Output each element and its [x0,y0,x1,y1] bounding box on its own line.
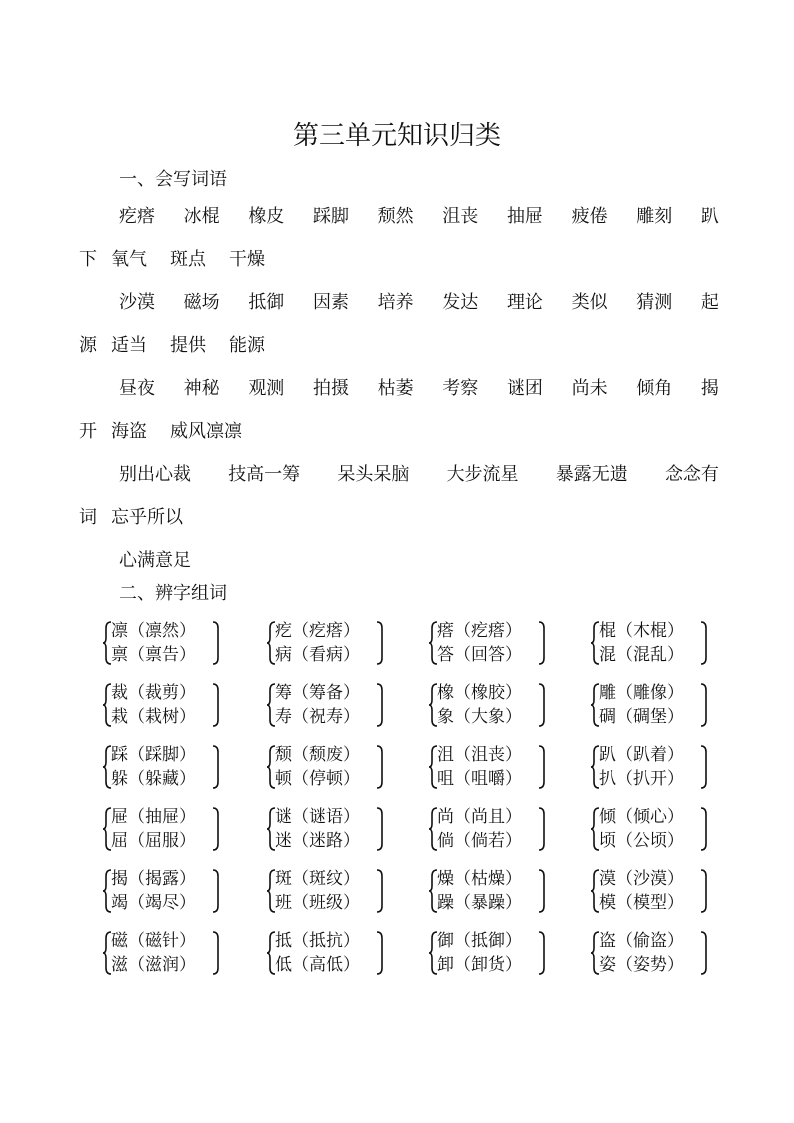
char-pair [429,866,549,916]
char-word: 抵（抵抗） [275,931,360,951]
right-bracket [539,932,544,974]
left-brace [103,870,111,912]
right-bracket [213,746,218,788]
char-pair [429,804,549,854]
left-brace [103,684,111,726]
char-word: 低（高低） [275,955,360,975]
vocabulary-word: 类似 [571,292,608,313]
char-word: 模（模型） [599,893,684,913]
vocabulary-word: 抽屉 [506,206,543,227]
vocabulary-word: 因素 [312,292,349,313]
char-word: 瘩（疙瘩） [437,621,522,641]
vocabulary-word: 呆头呆脑 [337,464,410,485]
vocabulary-word: 抵御 [248,292,285,313]
left-brace [267,932,275,974]
char-word: 沮（沮丧） [437,745,522,765]
char-word: 疙（疙瘩） [275,621,360,641]
char-word: 竭（竭尽） [111,893,196,913]
vocabulary-word: 拍摄 [312,378,349,399]
vocabulary-word: 别出心裁 [119,464,191,485]
vocabulary-line [79,238,719,281]
vocabulary-word: 忘乎所以 [111,507,183,528]
char-word: 禀（禀告） [111,645,196,665]
char-word: 滋（滋润） [111,955,196,975]
char-word: 尚（尚且） [437,807,522,827]
left-brace [429,746,437,788]
char-word: 筹（筹备） [275,683,360,703]
vocabulary-word: 技高一筹 [228,464,301,485]
left-brace [429,808,437,850]
page-title: 第三单元知识归类 [292,121,501,151]
vocabulary-word: 词 [79,507,97,528]
char-word: 病（看病） [275,645,360,665]
char-pair [267,680,387,730]
vocabulary-line [79,539,719,582]
char-distinction-grid [103,618,723,990]
char-pair [591,680,711,730]
left-brace [103,932,111,974]
right-bracket [213,622,218,664]
vocabulary-word: 猜测 [636,292,673,313]
char-word: 踩（踩脚） [111,745,196,765]
vocabulary-word: 能源 [229,335,265,356]
left-brace [429,684,437,726]
right-bracket [701,684,706,726]
char-pair [591,742,711,792]
vocabulary-word: 颓然 [377,206,414,227]
vocabulary-word: 冰棍 [183,206,220,227]
char-pair [429,618,549,668]
char-word: 躲（躲藏） [111,769,196,789]
left-brace [103,746,111,788]
char-word: 燥（枯燥） [437,869,522,889]
vocabulary-word: 疙瘩 [119,206,155,227]
right-bracket [701,932,706,974]
char-group-row [103,866,723,928]
vocabulary-line [79,281,719,324]
char-pair [267,742,387,792]
right-bracket [377,746,382,788]
left-brace [267,622,275,664]
char-word: 象（大象） [437,707,522,727]
char-word: 盗（偷盗） [599,931,684,951]
char-word: 答（回答） [437,645,522,665]
char-word: 栽（栽树） [111,707,196,727]
vocabulary-line [79,324,719,367]
left-brace [267,808,275,850]
right-bracket [539,870,544,912]
char-pair [591,866,711,916]
right-bracket [377,622,382,664]
left-brace [591,622,599,664]
char-word: 屉（抽屉） [111,807,196,827]
char-pair [267,928,387,978]
char-word: 斑（斑纹） [275,869,360,889]
vocabulary-word: 揭 [700,378,719,399]
right-bracket [213,684,218,726]
char-pair [103,928,223,978]
char-pair [267,804,387,854]
char-pair [103,866,223,916]
vocabulary-word: 昼夜 [119,378,155,399]
vocabulary-word: 斑点 [170,249,206,270]
char-word: 凛（凛然） [111,621,196,641]
left-brace [267,684,275,726]
char-pair [429,742,549,792]
left-brace [267,746,275,788]
left-brace [591,870,599,912]
vocabulary-word: 开 [79,421,97,442]
vocabulary-word: 枯萎 [377,378,414,399]
char-word: 顷（公顷） [599,831,684,851]
left-brace [103,808,111,850]
vocabulary-word: 尚未 [571,378,608,399]
char-word: 屈（屈服） [111,831,196,851]
vocabulary-list [79,195,719,582]
char-pair [267,866,387,916]
right-bracket [213,932,218,974]
char-word: 顿（停顿） [275,769,360,789]
vocabulary-word: 发达 [442,292,479,313]
left-brace [103,622,111,664]
vocabulary-word: 沙漠 [119,292,155,313]
left-brace [429,932,437,974]
vocabulary-word: 下 [79,249,97,270]
vocabulary-word: 起 [700,292,719,313]
char-word: 咀（咀嚼） [437,769,522,789]
right-bracket [701,746,706,788]
vocabulary-word: 沮丧 [442,206,479,227]
left-brace [591,684,599,726]
char-word: 裁（裁剪） [111,683,196,703]
char-word: 碉（碉堡） [599,707,684,727]
char-word: 倾（倾心） [599,807,684,827]
char-word: 寿（祝寿） [275,707,360,727]
char-pair [429,928,549,978]
char-pair [103,618,223,668]
char-word: 漠（沙漠） [599,869,684,889]
vocabulary-word: 考察 [442,378,479,399]
vocabulary-word: 理论 [506,292,543,313]
right-bracket [213,870,218,912]
right-bracket [539,622,544,664]
char-group-row [103,680,723,742]
right-bracket [377,932,382,974]
char-pair [267,618,387,668]
left-brace [429,622,437,664]
vocabulary-word: 念念有 [664,464,719,485]
vocabulary-word: 氧气 [111,249,147,270]
vocabulary-word: 倾角 [636,378,673,399]
char-pair [591,928,711,978]
right-bracket [377,684,382,726]
vocabulary-word: 适当 [111,335,147,356]
left-brace [267,870,275,912]
char-group-row [103,928,723,990]
vocabulary-line [79,195,719,238]
vocabulary-word: 心满意足 [119,550,191,571]
char-word: 卸（卸货） [437,955,522,975]
right-bracket [701,870,706,912]
vocabulary-word: 威风凛凛 [170,421,242,442]
char-word: 扒（扒开） [599,769,684,789]
char-word: 班（班级） [275,893,360,913]
right-bracket [213,808,218,850]
vocabulary-word: 海盗 [111,421,147,442]
char-word: 揭（揭露） [111,869,196,889]
vocabulary-word: 培养 [377,292,414,313]
left-brace [591,808,599,850]
vocabulary-word: 橡皮 [248,206,285,227]
char-word: 磁（磁针） [111,931,196,951]
left-brace [591,746,599,788]
vocabulary-word: 趴 [700,206,719,227]
vocabulary-word: 源 [79,335,97,356]
char-word: 颓（颓废） [275,745,360,765]
right-bracket [539,684,544,726]
vocabulary-word: 提供 [170,335,206,356]
char-word: 迷（迷路） [275,831,360,851]
vocabulary-word: 疲倦 [571,206,608,227]
vocabulary-line [79,367,719,410]
char-pair [103,742,223,792]
vocabulary-word: 干燥 [229,249,265,270]
char-pair [591,804,711,854]
char-group-row [103,804,723,866]
right-bracket [539,808,544,850]
char-group-row [103,618,723,680]
section-heading-char-distinction: 二、辨字组词 [119,583,227,604]
vocabulary-word: 观测 [248,378,285,399]
char-word: 倘（倘若） [437,831,522,851]
right-bracket [377,870,382,912]
left-brace [591,932,599,974]
vocabulary-word: 踩脚 [312,206,349,227]
vocabulary-word: 大步流星 [446,464,519,485]
right-bracket [701,808,706,850]
right-bracket [701,622,706,664]
char-group-row [103,742,723,804]
right-bracket [539,746,544,788]
char-word: 雕（雕像） [599,683,684,703]
vocabulary-word: 雕刻 [636,206,673,227]
char-pair [103,680,223,730]
char-pair [103,804,223,854]
char-word: 谜（谜语） [275,807,360,827]
char-word: 御（抵御） [437,931,522,951]
char-word: 混（混乱） [599,645,684,665]
left-brace [429,870,437,912]
vocabulary-word: 神秘 [183,378,220,399]
right-bracket [377,808,382,850]
vocabulary-line [79,453,719,496]
section-heading-vocabulary: 一、会写词语 [119,169,227,190]
char-word: 棍（木棍） [599,621,684,641]
char-word: 趴（趴着） [599,745,684,765]
vocabulary-word: 磁场 [183,292,220,313]
char-pair [429,680,549,730]
char-word: 橡（橡胶） [437,683,522,703]
vocabulary-line [79,410,719,453]
char-pair [591,618,711,668]
char-word: 躁（暴躁） [437,893,522,913]
vocabulary-word: 暴露无遗 [555,464,628,485]
vocabulary-line [79,496,719,539]
vocabulary-word: 谜团 [506,378,543,399]
char-word: 姿（姿势） [599,955,684,975]
